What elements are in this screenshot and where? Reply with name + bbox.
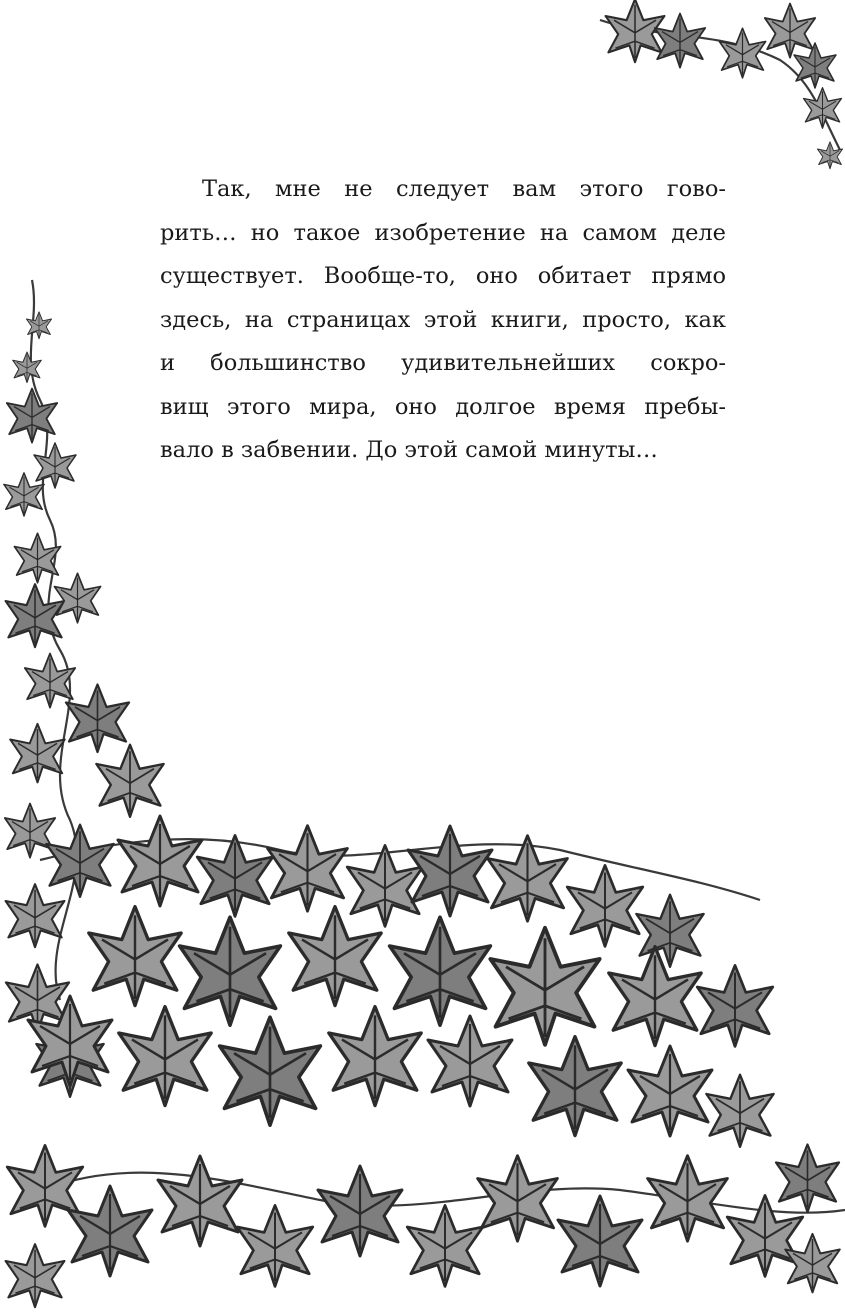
ivy-bottom — [6, 1145, 840, 1308]
paragraph-line: рить… но такое изобретение на самом деле — [160, 219, 726, 246]
ivy-bush — [28, 816, 774, 1147]
paragraph-line: вищ этого мира, оно долгое время пребы- — [160, 393, 726, 420]
paragraph-line: и большинство удивительнейших сокро- — [160, 350, 726, 376]
paragraph-line: существует. Вообще-то, оно обитает прямо — [160, 263, 726, 289]
main-paragraph — [160, 168, 726, 473]
paragraph-line: Так, мне не следует вам этого гово- — [202, 176, 726, 202]
ivy-top-right — [606, 0, 843, 169]
paragraph-line: здесь, на страницах этой книги, просто, как — [160, 306, 726, 333]
paragraph-line: вало в забвении. До этой самой минуты… — [160, 437, 658, 463]
